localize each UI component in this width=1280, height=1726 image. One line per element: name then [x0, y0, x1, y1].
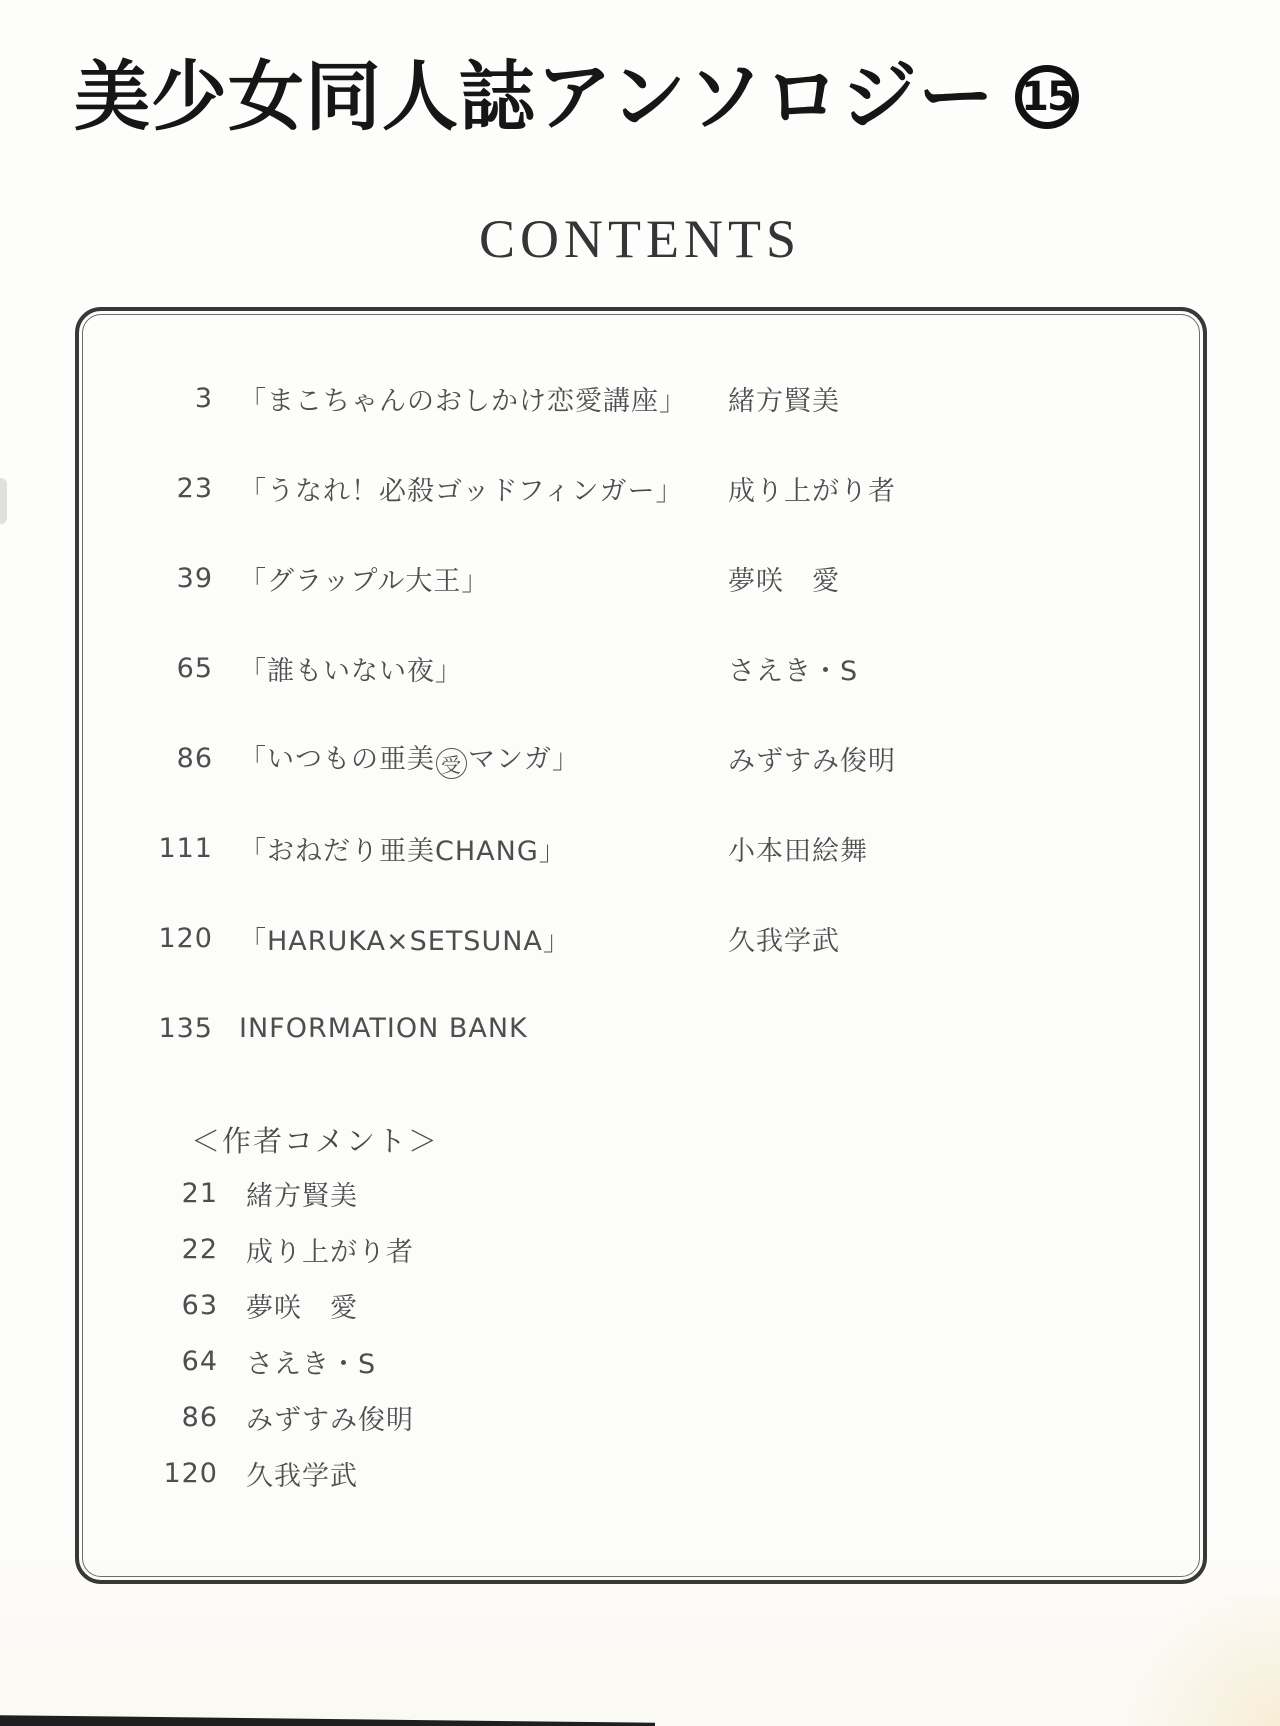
comment-page-number: 21 [181, 1177, 218, 1209]
toc-title [239, 649, 463, 688]
toc-title-text: 「うなれ！必殺ゴッドフィンガー」 [239, 475, 684, 507]
comment-entry [92, 1445, 1190, 1501]
comment-page-number: 64 [181, 1345, 218, 1377]
comment-page-number: 22 [181, 1233, 218, 1265]
toc-title [239, 379, 687, 418]
toc-entry [92, 803, 1190, 893]
comment-author: 緒方賢美 [246, 1180, 358, 1212]
volume-number-badge: 15 [1015, 65, 1079, 129]
toc-title [239, 559, 489, 598]
toc-author: 久我学武 [728, 925, 840, 957]
author-comments-heading: ＜作者コメント＞ [191, 1123, 440, 1158]
toc-page-number: 135 [158, 1012, 213, 1044]
comment-entry [92, 1221, 1190, 1277]
toc-title-text: 「まこちゃんのおしかけ恋愛講座」 [239, 385, 687, 417]
toc-author: 夢咲 愛 [728, 565, 840, 597]
toc-entry [92, 623, 1190, 713]
toc-entry [92, 353, 1190, 443]
toc-box-inner-border [82, 314, 1200, 1577]
toc-author: みずすみ俊明 [728, 745, 896, 777]
comment-page-number: 120 [163, 1457, 218, 1489]
toc-page-number: 120 [158, 922, 213, 954]
toc-title [239, 919, 571, 958]
toc-author: 緒方賢美 [728, 385, 840, 417]
toc-title [239, 737, 580, 779]
toc-title-text: マンガ」 [468, 744, 580, 775]
toc-title [239, 829, 567, 868]
toc-entry [92, 893, 1190, 983]
comment-entry [92, 1277, 1190, 1333]
toc-entry [92, 533, 1190, 623]
comment-author: さえき・S [246, 1348, 377, 1380]
toc-title-text: 「おねだり亜美CHANG」 [239, 835, 567, 867]
comment-entry [92, 1333, 1190, 1389]
toc-title-text: 「誰もいない夜」 [239, 655, 463, 687]
author-comments-section [92, 1115, 1190, 1501]
toc-title [239, 1013, 528, 1044]
scan-corner-tint [1100, 1596, 1280, 1726]
comment-entry [92, 1389, 1190, 1445]
toc-entry [92, 443, 1190, 533]
toc-page-number: 65 [176, 652, 213, 684]
comment-page-number: 63 [181, 1289, 218, 1321]
toc-author: 小本田絵舞 [728, 835, 868, 867]
circled-kanji: 受 [436, 748, 467, 779]
toc-box [75, 307, 1207, 1584]
book-title: 美少女同人誌アンソロジー [74, 52, 995, 141]
toc-author: 成り上がり者 [728, 475, 896, 507]
toc-title-text: 「いつもの亜美 [239, 744, 435, 775]
toc-title-text: 「グラップル大王」 [239, 565, 490, 597]
toc-page-number: 3 [194, 382, 213, 414]
toc-page-number: 39 [176, 562, 213, 594]
toc-title-text: INFORMATION BANK [239, 1012, 528, 1044]
comment-author: 夢咲 愛 [246, 1292, 358, 1324]
toc-title-text: 「HARUKA×SETSUNA」 [239, 925, 571, 957]
toc-entry [92, 983, 1190, 1073]
toc-author: さえき・S [728, 655, 859, 687]
scan-bottom-shadow [0, 1708, 655, 1726]
comment-author: みずすみ俊明 [246, 1404, 414, 1436]
comment-author: 久我学武 [246, 1460, 358, 1492]
comment-page-number: 86 [181, 1401, 218, 1433]
contents-heading: CONTENTS [479, 209, 801, 269]
toc-page-number: 111 [158, 832, 213, 864]
toc-entry [92, 713, 1190, 803]
toc-page-number: 23 [176, 472, 213, 504]
comment-entry [92, 1165, 1190, 1221]
toc-title [239, 469, 684, 508]
scan-edge-artifact [0, 478, 7, 524]
toc-page-number: 86 [176, 742, 213, 774]
toc-entry-list [92, 353, 1190, 1073]
book-title-row [74, 52, 1079, 141]
comment-author: 成り上がり者 [246, 1236, 414, 1268]
